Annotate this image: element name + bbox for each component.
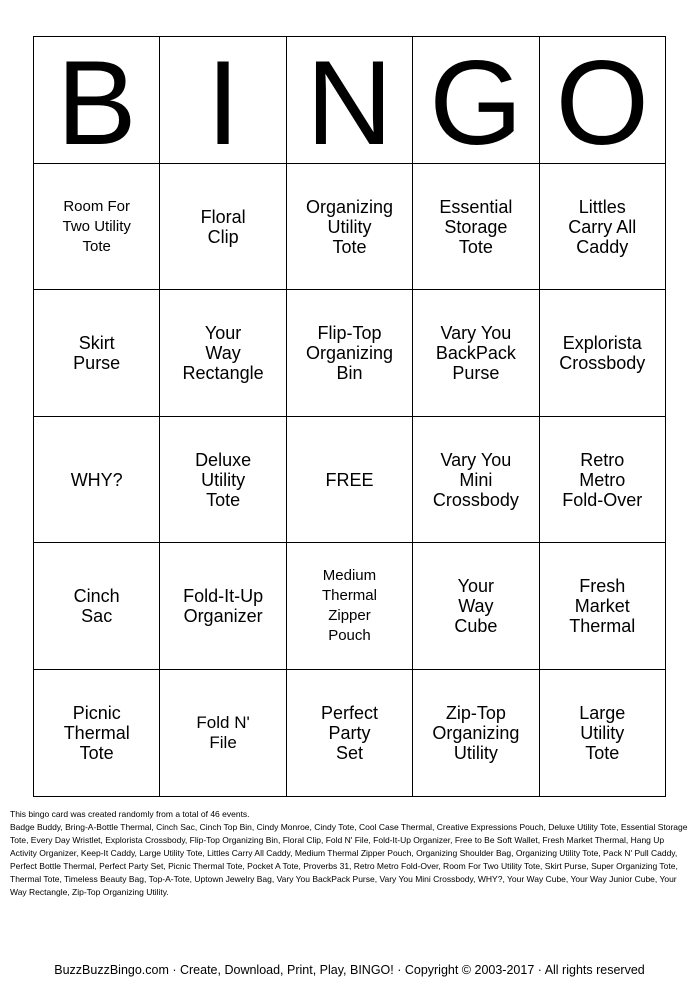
bingo-cell: Your Way Cube: [413, 543, 539, 670]
free-space-cell: FREE: [286, 417, 412, 543]
info-summary: This bingo card was created randomly from a total of 46 events.: [10, 809, 250, 819]
bingo-cell: Littles Carry All Caddy: [539, 164, 665, 290]
bingo-cell: Retro Metro Fold-Over: [539, 417, 665, 543]
bingo-cell: Fold-It-Up Organizer: [160, 543, 286, 670]
bingo-cell: Zip-Top Organizing Utility: [413, 670, 539, 797]
bingo-cell: Room For Two Utility Tote: [34, 164, 160, 290]
header-letter-g: G: [413, 37, 539, 164]
bingo-row-2: [34, 290, 666, 417]
header-letter-i: I: [160, 37, 286, 164]
bingo-cell: Vary You BackPack Purse: [413, 290, 539, 417]
bingo-cell: Explorista Crossbody: [539, 290, 665, 417]
bingo-cell: Cinch Sac: [34, 543, 160, 670]
bingo-cell: Vary You Mini Crossbody: [413, 417, 539, 543]
bingo-cell: Medium Thermal Zipper Pouch: [286, 543, 412, 670]
bingo-cell: Flip-Top Organizing Bin: [286, 290, 412, 417]
bingo-cell: Fresh Market Thermal: [539, 543, 665, 670]
bingo-cell: Picnic Thermal Tote: [34, 670, 160, 797]
footer-copyright: BuzzBuzzBingo.com · Create, Download, Print, Play, BINGO! · Copyright © 2003-2017 · All rights reserved: [54, 963, 645, 977]
bingo-cell: Floral Clip: [160, 164, 286, 290]
bingo-row-1: [34, 164, 666, 290]
header-letter-n: N: [286, 37, 412, 164]
bingo-cell: Large Utility Tote: [539, 670, 665, 797]
bingo-header-row: [34, 37, 666, 164]
bingo-cell: Deluxe Utility Tote: [160, 417, 286, 543]
bingo-row-3: [34, 417, 666, 543]
bingo-cell: WHY?: [34, 417, 160, 543]
header-letter-o: O: [539, 37, 665, 164]
card-info: [10, 808, 690, 899]
header-letter-b: B: [34, 37, 160, 164]
bingo-row-5: [34, 670, 666, 797]
bingo-cell: Perfect Party Set: [286, 670, 412, 797]
info-event-list: Badge Buddy, Bring-A-Bottle Thermal, Cinch Sac, Cinch Top Bin, Cindy Monroe, Cindy Tote, Cool Case Thermal, Creative Expressions Pouch, Deluxe Utility Tote, Essential Storage Tote, Every Day Wristlet, Explorista Crossbody, Flip-Top Organizing Bin, Floral Clip, Fold N' File, Fold-It-Up Organizer, Free to Be Soft Wallet, Fresh Market Thermal, Hang Up Activity Organizer, Keep-It Caddy, Large Utility Tote, Littles Carry All Caddy, Medium Thermal Zipper Pouch, Organizing Shoulder Bag, Organizing Utility Tote, Pack N' Pull Caddy, Perfect Bottle Thermal, Perfect Party Set, Picnic Thermal Tote, Pocket A Tote, Proverbs 31, Retro Metro Fold-Over, Room For Two Utility Tote, Skirt Purse, Super Organizing Tote, Thermal Tote, Timeless Beauty Bag, Top-A-Tote, Uptown Jewelry Bag, Vary You BackPack Purse, Vary You Mini Crossbody, WHY?, Your Way Cube, Your Way Junior Cube, Your Way Rectangle, Zip-Top Organizing Utility.: [10, 822, 688, 897]
bingo-card: [33, 36, 666, 797]
bingo-cell: Organizing Utility Tote: [286, 164, 412, 290]
bingo-cell: Essential Storage Tote: [413, 164, 539, 290]
bingo-row-4: [34, 543, 666, 670]
bingo-cell: Fold N' File: [160, 670, 286, 797]
bingo-cell: Skirt Purse: [34, 290, 160, 417]
bingo-cell: Your Way Rectangle: [160, 290, 286, 417]
